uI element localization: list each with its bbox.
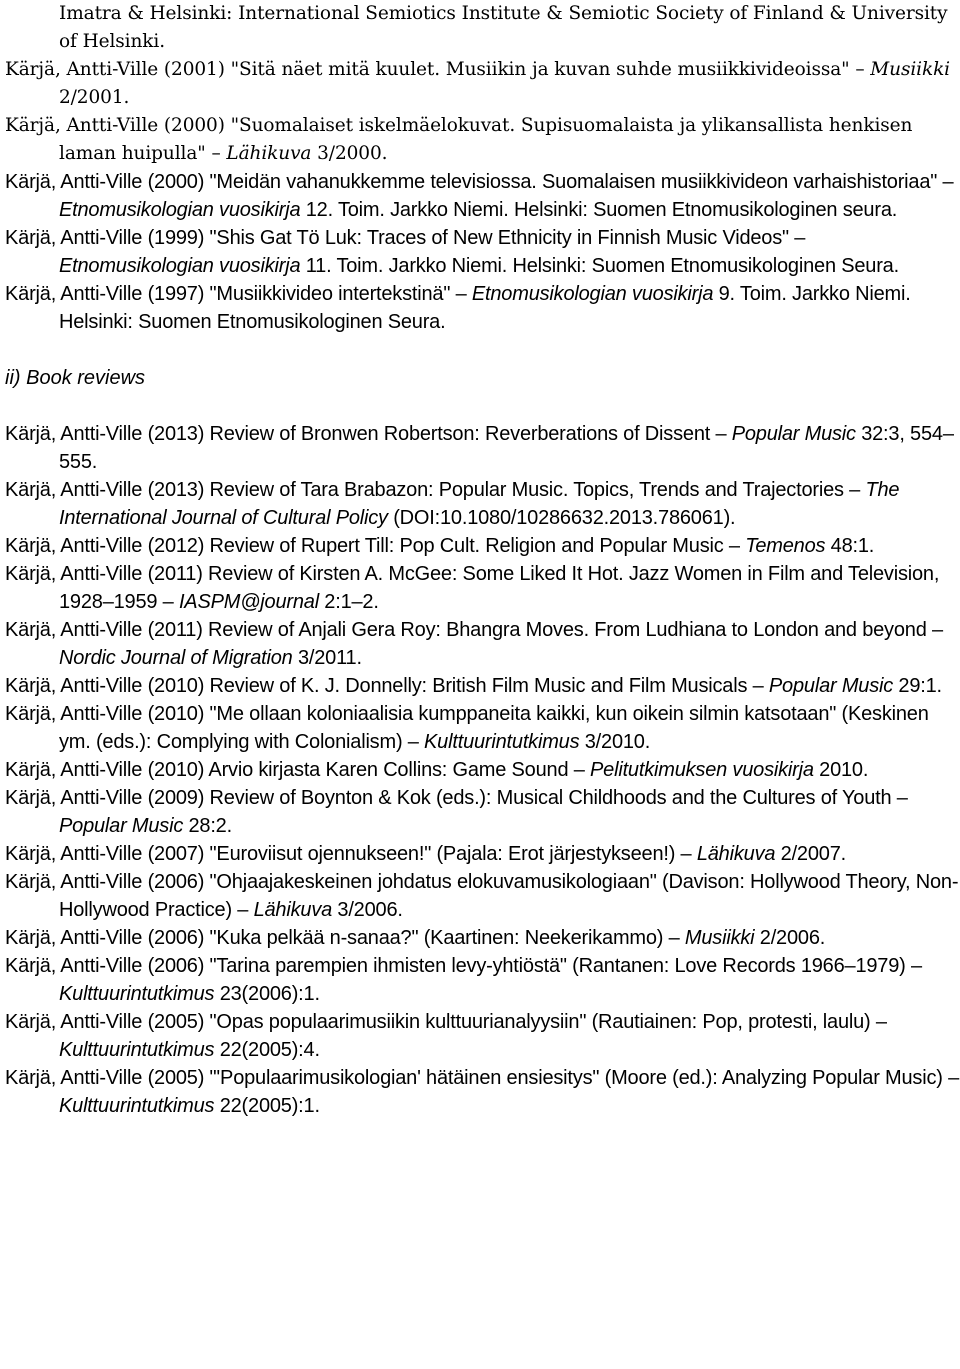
entry-issue: 2/2006.	[754, 927, 826, 949]
entry-citation: Kärjä, Antti-Ville (2006) "Tarina parempien ihmisten levy-yhtiöstä" (Rantanen: Love Records 1966–1979) –	[5, 955, 922, 977]
entry-venue: Kulttuurintutkimus	[59, 1095, 215, 1117]
entry-issue: 22(2005):4.	[214, 1039, 320, 1061]
entry-issue: 2/2007.	[775, 843, 846, 865]
entry-issue: 9. Toim. Jarkko Niemi. Helsinki: Suomen Etnomusikologinen Seura.	[59, 283, 911, 333]
entry-citation: Kärjä, Antti-Ville (2006) "Ohjaajakeskeinen johdatus elokuvamusikologiaan" (Davison: Hollywood Theory, Non-Hollywood Practice) –	[5, 871, 959, 921]
spacer	[5, 336, 960, 364]
bibliography-entry	[5, 616, 960, 672]
bibliography-entry	[5, 560, 960, 616]
entry-venue: The International Journal of Cultural Policy	[59, 479, 900, 529]
entry-venue: Etnomusikologian vuosikirja	[59, 199, 301, 221]
entry-venue: Musiikki	[684, 927, 755, 949]
entry-citation: Kärjä, Antti-Ville (2010) "Me ollaan koloniaalisia kumppaneita kaikki, kun oikein silmin katsotaan" (Keskinen ym. (eds.): Complying with Colonialism) –	[5, 703, 929, 753]
bibliography-entry	[5, 224, 960, 280]
bibliography-entry	[5, 168, 960, 224]
entry-issue: 2010.	[813, 759, 869, 781]
entry-issue: 32:3, 554–555.	[59, 423, 954, 473]
bibliography-entry	[5, 840, 960, 868]
entry-citation: Kärjä, Antti-Ville (2001) "Sitä näet mitä kuulet. Musiikin ja kuvan suhde musiikkivideoissa" –	[5, 59, 871, 80]
entry-venue: Temenos	[745, 535, 826, 557]
entry-venue: IASPM@journal	[178, 591, 319, 613]
entry-venue: Kulttuurintutkimus	[59, 1039, 215, 1061]
entry-venue: Popular Music	[731, 423, 856, 445]
bibliography-entry	[5, 280, 960, 336]
review-list	[5, 420, 960, 1120]
entry-citation: Kärjä, Antti-Ville (1997) "Musiikkivideo intertekstinä" –	[5, 283, 472, 305]
bibliography-entry	[5, 56, 960, 112]
entry-citation: Kärjä, Antti-Ville (2005) "Opas populaarimusiikin kulttuurianalyysiin" (Rautiainen: Pop, protesti, laulu) –	[5, 1011, 887, 1033]
entry-issue: 11. Toim. Jarkko Niemi. Helsinki: Suomen Etnomusikologinen Seura.	[300, 255, 899, 277]
entry-issue: 3/2011.	[292, 647, 362, 669]
entry-citation: Kärjä, Antti-Ville (2012) Review of Rupert Till: Pop Cult. Religion and Popular Music –	[5, 535, 746, 557]
entry-venue: Kulttuurintutkimus	[59, 983, 215, 1005]
spacer	[5, 392, 960, 420]
entry-citation: Kärjä, Antti-Ville (2000) "Suomalaiset iskelmäelokuvat. Supisuomalaista ja ylikansallista henkisen laman huipulla" –	[5, 115, 913, 164]
entry-citation: Kärjä, Antti-Ville (2005) "'Populaarimusikologian' hätäinen ensiesitys" (Moore (ed.): Analyzing Popular Music) –	[5, 1067, 959, 1089]
bibliography-entry	[5, 868, 960, 924]
entry-citation: Kärjä, Antti-Ville (1999) "Shis Gat Tö Luk: Traces of New Ethnicity in Finnish Music Videos" –	[5, 227, 806, 249]
entry-citation: Kärjä, Antti-Ville (2011) Review of Kirsten A. McGee: Some Liked It Hot. Jazz Women in Film and Television, 1928–1959 –	[5, 563, 940, 613]
entry-venue: Pelitutkimuksen vuosikirja	[590, 759, 814, 781]
entry-venue: Kulttuurintutkimus	[424, 731, 580, 753]
entry-venue: Etnomusikologian vuosikirja	[471, 283, 714, 305]
bibliography-page	[5, 0, 960, 1120]
entry-venue: Lähikuva	[226, 143, 312, 164]
bibliography-entry	[5, 672, 960, 700]
entry-venue: Nordic Journal of Migration	[59, 647, 293, 669]
entry-citation: Imatra & Helsinki: International Semiotics Institute & Semiotic Society of Finland & University of Helsinki.	[59, 3, 948, 52]
bibliography-entry	[5, 952, 960, 1008]
entry-issue: 23(2006):1.	[214, 983, 320, 1005]
entry-issue: 3/2006.	[332, 899, 403, 921]
entry-issue: (DOI:10.1080/10286632.2013.786061).	[387, 507, 736, 529]
entry-issue: 28:2.	[183, 815, 232, 837]
bibliography-entry	[5, 0, 960, 56]
entry-issue: 29:1.	[893, 675, 942, 697]
entry-venue: Lähikuva	[253, 899, 333, 921]
entry-venue: Lähikuva	[696, 843, 776, 865]
entry-citation: Kärjä, Antti-Ville (2006) "Kuka pelkää n-sanaa?" (Kaartinen: Neekerikammo) –	[5, 927, 685, 949]
entry-venue: Musiikki	[870, 59, 951, 80]
entry-citation: Kärjä, Antti-Ville (2010) Review of K. J. Donnelly: British Film Music and Film Musicals –	[5, 675, 769, 697]
bibliography-entry	[5, 112, 960, 168]
entry-venue: Popular Music	[768, 675, 894, 697]
entry-citation: Kärjä, Antti-Ville (2013) Review of Bronwen Robertson: Reverberations of Dissent –	[5, 423, 732, 445]
bibliography-entry	[5, 924, 960, 952]
entry-issue: 48:1.	[825, 535, 875, 557]
entry-citation: Kärjä, Antti-Ville (2007) "Euroviisut ojennukseen!" (Pajala: Erot järjestykseen!) –	[5, 843, 697, 865]
bibliography-entry	[5, 476, 960, 532]
section-heading-book-reviews: ii) Book reviews	[5, 367, 146, 389]
entry-issue: 2:1–2.	[318, 591, 379, 613]
entry-citation: Kärjä, Antti-Ville (2013) Review of Tara Brabazon: Popular Music. Topics, Trends and Trajectories –	[5, 479, 866, 501]
bibliography-entry	[5, 1064, 960, 1120]
entry-venue: Etnomusikologian vuosikirja	[59, 255, 301, 277]
article-list	[5, 0, 960, 336]
bibliography-entry	[5, 532, 960, 560]
entry-citation: Kärjä, Antti-Ville (2000) "Meidän vahanukkemme televisiossa. Suomalaisen musiikkivideon varhaishistoriaa" –	[5, 171, 954, 193]
bibliography-entry	[5, 784, 960, 840]
bibliography-entry	[5, 1008, 960, 1064]
entry-citation: Kärjä, Antti-Ville (2011) Review of Anjali Gera Roy: Bhangra Moves. From Ludhiana to London and beyond –	[5, 619, 943, 641]
entry-issue: 22(2005):1.	[214, 1095, 320, 1117]
bibliography-entry	[5, 420, 960, 476]
entry-issue: 3/2010.	[579, 731, 651, 753]
entry-citation: Kärjä, Antti-Ville (2010) Arvio kirjasta Karen Collins: Game Sound –	[5, 759, 591, 781]
entry-venue: Popular Music	[59, 815, 184, 837]
entry-issue: 2/2001.	[59, 87, 130, 108]
entry-issue: 3/2000.	[311, 143, 388, 164]
entry-issue: 12. Toim. Jarkko Niemi. Helsinki: Suomen Etnomusikologinen seura.	[300, 199, 898, 221]
bibliography-entry	[5, 700, 960, 756]
entry-citation: Kärjä, Antti-Ville (2009) Review of Boynton & Kok (eds.): Musical Childhoods and the Cultures of Youth –	[5, 787, 908, 809]
bibliography-entry	[5, 756, 960, 784]
